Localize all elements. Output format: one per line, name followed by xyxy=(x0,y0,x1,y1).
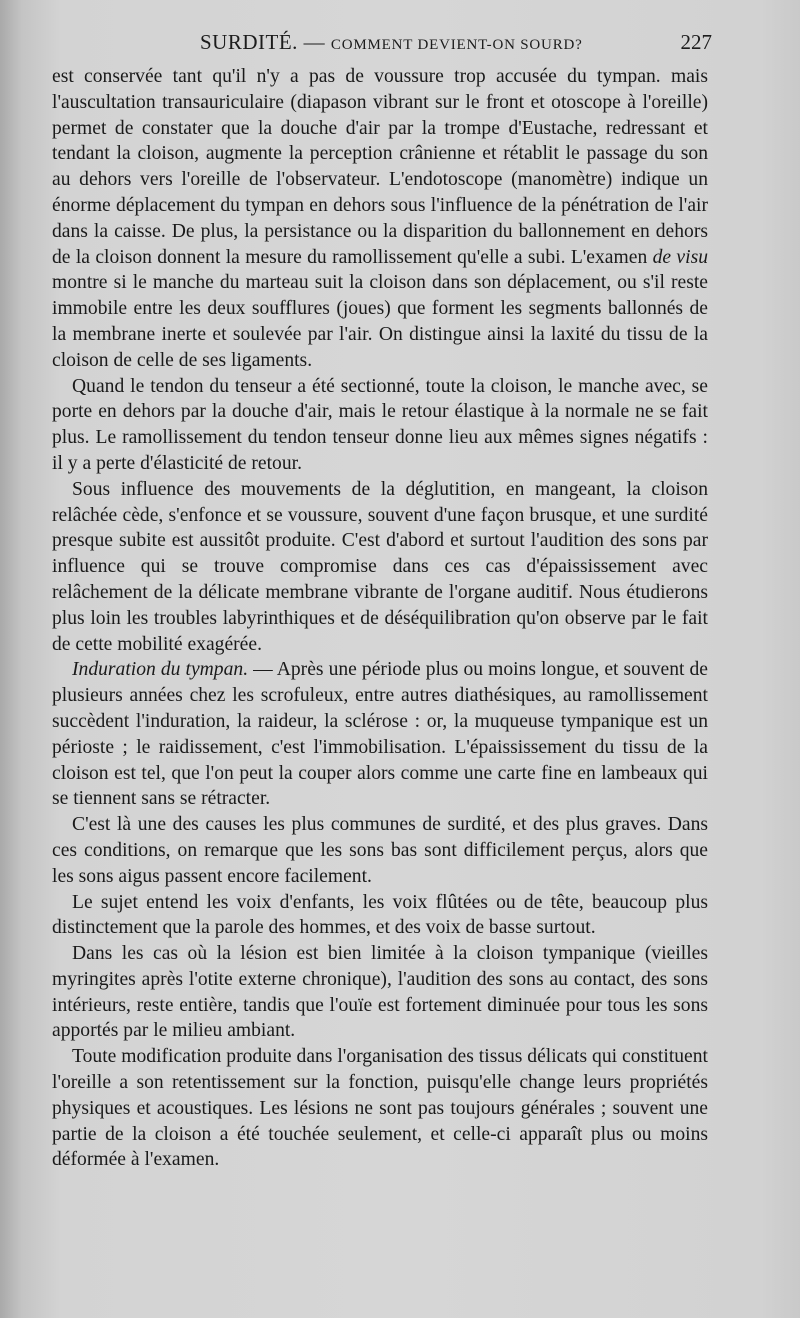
paragraph-6: Le sujet entend les voix d'enfants, les voix flûtées ou de tête, beaucoup plus distinctement que la parole des hommes, et des voix de basse surtout. xyxy=(52,891,708,939)
running-title xyxy=(200,30,583,55)
paragraph-1-tail: montre si le manche du marteau suit la cloison dans son déplacement, ou s'il reste immobile entre les deux soufflures (joues) que forment les segments ballonnés de la membrane inerte et soulevée par l'air. On distingue ainsi la laxité du tissu de la cloison de celle de ses ligaments. xyxy=(52,272,708,371)
page-header xyxy=(52,30,712,56)
paragraph-3: Sous influence des mouvements de la déglutition, en mangeant, la cloison relâchée cède, s'enfonce et se voussure, souvent d'une façon brusque, et une surdité presque subite est aussitôt produite. C'est d'abord et surtout l'audition des sons par influence qui se trouve compromise dans ces cas d'épaississement avec relâchement de la délicate membrane vibrante de l'organe auditif. Nous étudierons plus loin les troubles labyrinthiques et de déséquilibration qu'on observe par le fait de cette mobilité exagérée. xyxy=(52,478,708,655)
page-number: 227 xyxy=(680,30,712,54)
paragraph-1 xyxy=(52,64,708,374)
paragraph-8: Toute modification produite dans l'organisation des tissus délicats qui constituent l'oreille a son retentissement sur la fonction, puisqu'elle change leurs propriétés physiques et acoustiques. Les lésions ne sont pas toujours générales ; souvent une partie de la cloison a été touchée seulement, et celle-ci apparaît plus ou moins déformée à l'examen. xyxy=(52,1046,708,1171)
paragraph-1-italic: de visu xyxy=(652,246,708,268)
running-title-subtitle: COMMENT DEVIENT-ON SOURD? xyxy=(330,37,583,53)
paragraph-1-text: est conservée tant qu'il n'y a pas de voussure trop accusée du tympan. mais l'auscultation transauriculaire (diapason vibrant sur le front et otoscope à l'oreille) permet de constater que la douche d'air par la trompe d'Eustache, redressant et tendant la cloison, augmente la perception crânienne et rétablit le passage du son au dehors vers l'oreille de l'observateur. L'endotoscope (manomètre) indique un énorme déplacement du tympan en dehors sous l'influence de la pénétration de l'air dans la caisse. De plus, la persistance ou la disparition du ballonnement en dehors de la cloison donnent la mesure du ramollissement qu'elle a subi. L'examen xyxy=(52,66,708,268)
paragraph-4-text: — Après une période plus ou moins longue, et souvent de plusieurs années chez les scrofuleux, entre autres diathésiques, au ramollissement succèdent l'induration, la raideur, la sclérose : or, la muqueuse tympanique est un périoste ; le raidissement, c'est l'immobilisation. L'épaississement du tissu de la cloison est tel, que l'on peut la couper alors comme une carte fine en lambeaux qui se tiennent sans se rétracter. xyxy=(52,659,709,810)
body-text xyxy=(52,64,708,1173)
running-title-main: SURDITÉ. — xyxy=(200,30,331,54)
paragraph-7: Dans les cas où la lésion est bien limitée à la cloison tympanique (vieilles myringites après l'otite externe chronique), l'audition des sons au contact, des sons intérieurs, reste entière, tandis que l'ouïe est fortement diminuée pour tous les sons apportés par le milieu ambiant. xyxy=(52,943,708,1042)
section-heading-induration: Induration du tympan. xyxy=(72,659,249,681)
paragraph-5: C'est là une des causes les plus communes de surdité, et des plus graves. Dans ces conditions, on remarque que les sons bas sont difficilement perçus, alors que les sons aigus passent encore facilement. xyxy=(52,814,708,887)
paragraph-4 xyxy=(52,657,708,812)
paragraph-2: Quand le tendon du tenseur a été sectionné, toute la cloison, le manche avec, se porte en dehors par la douche d'air, mais le retour élastique à la normale ne se fait plus. Le ramollissement du tendon tenseur donne lieu aux mêmes signes négatifs : il y a perte d'élasticité de retour. xyxy=(52,375,708,474)
